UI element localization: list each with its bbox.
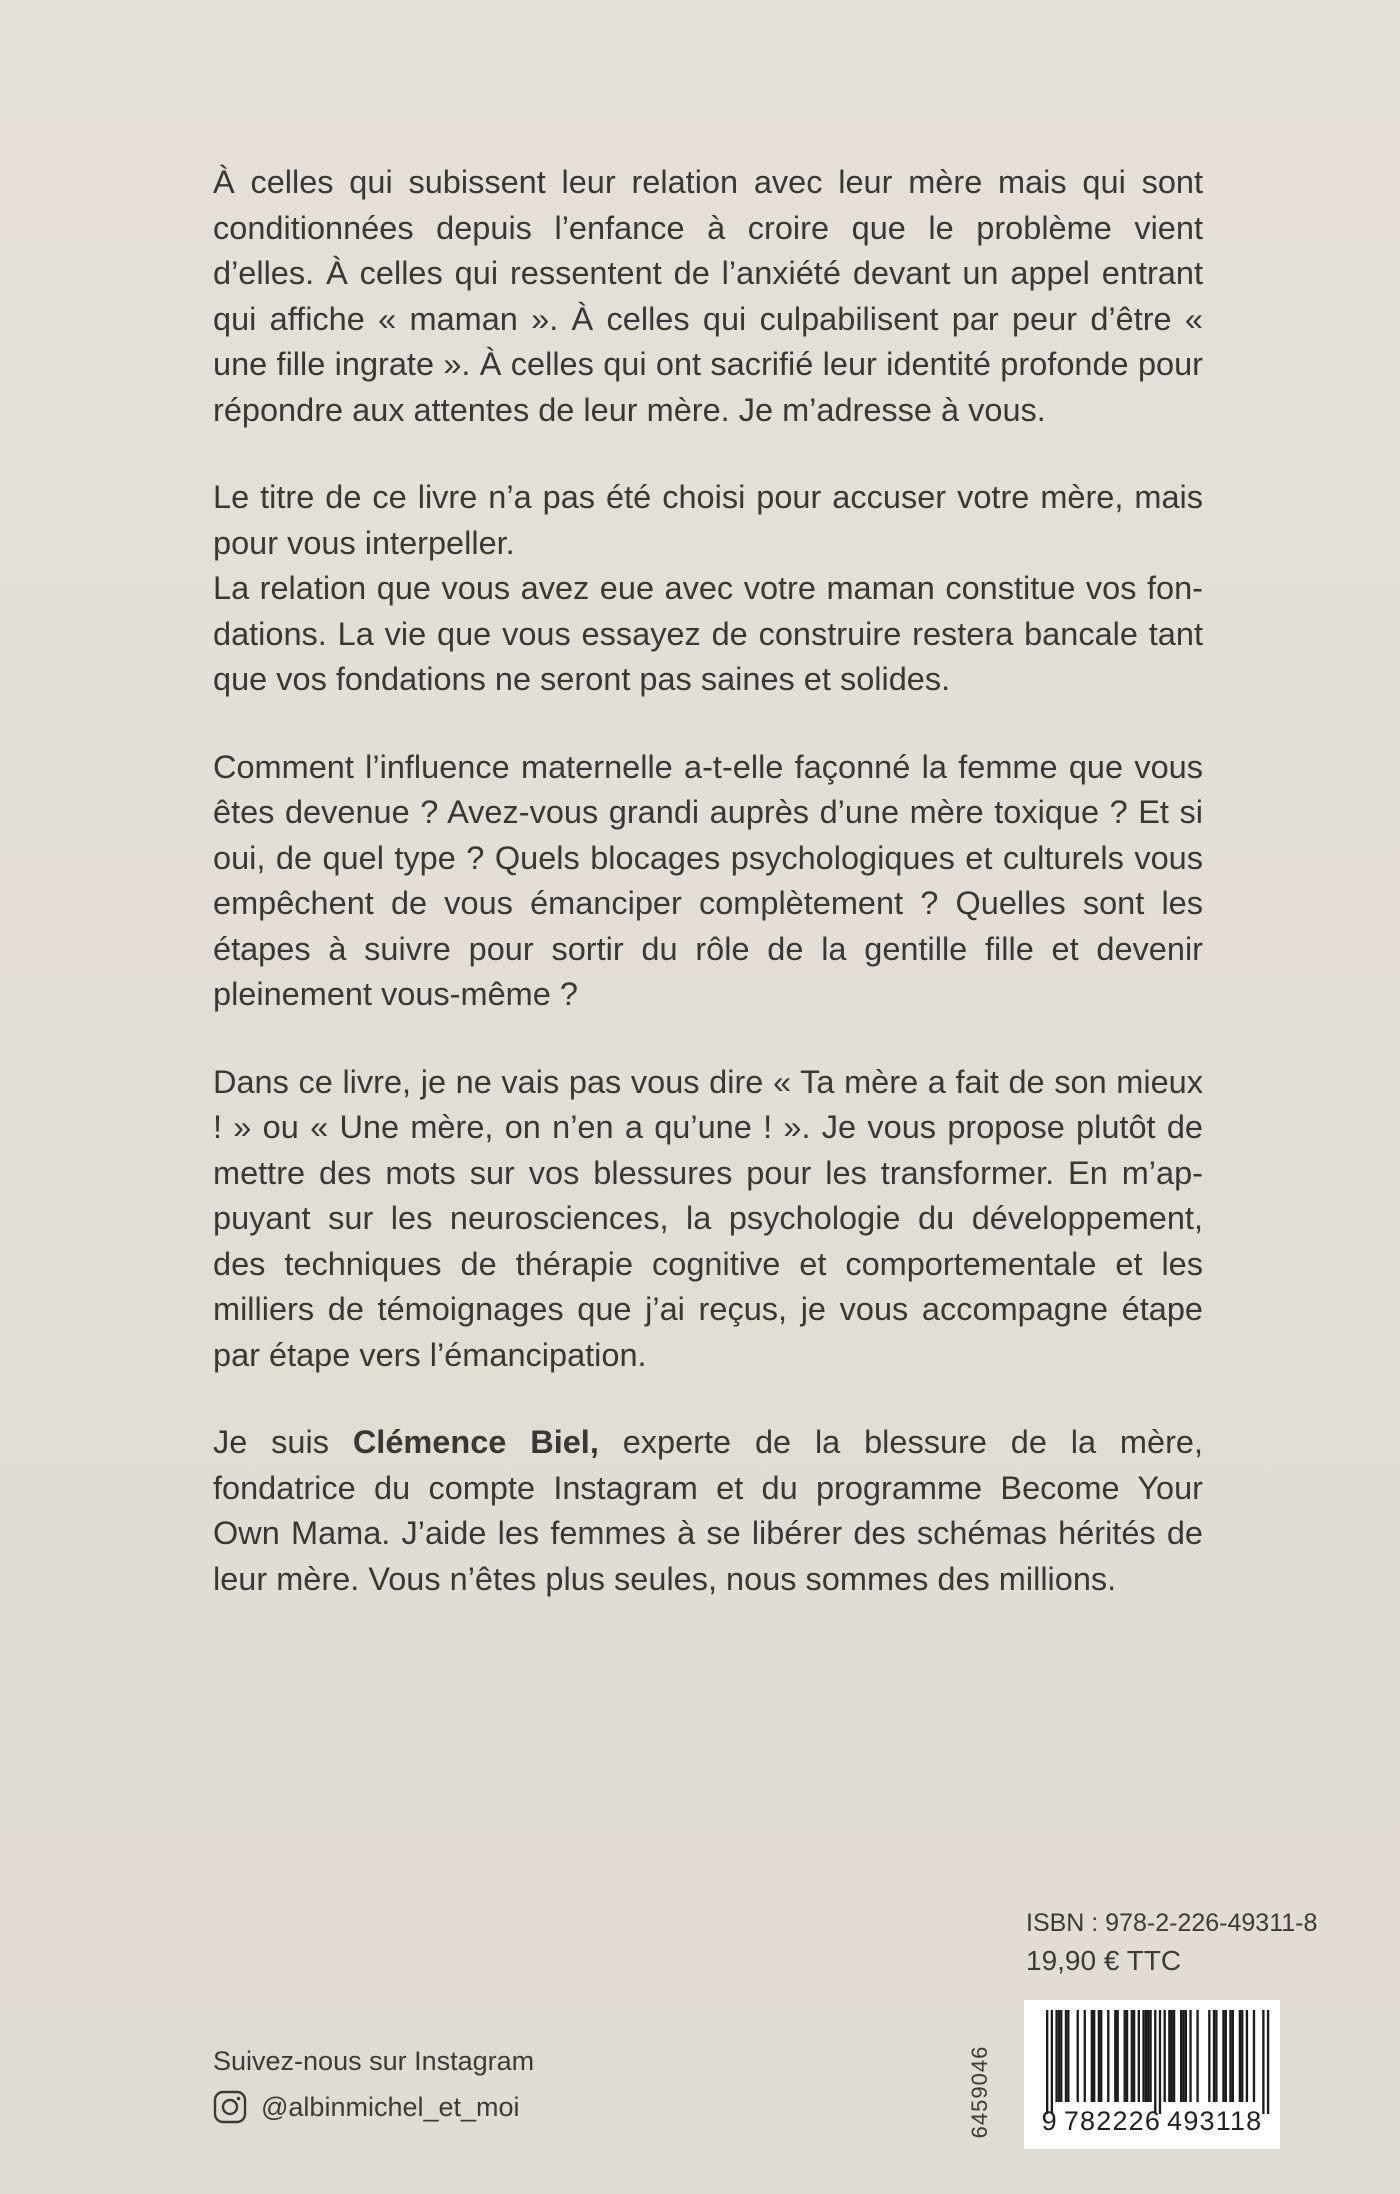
barcode-bar xyxy=(1131,2010,1133,2102)
barcode-bar xyxy=(1147,2010,1149,2102)
barcode-bar xyxy=(1213,2010,1215,2102)
barcode-bar xyxy=(1182,2010,1184,2102)
barcode-bar xyxy=(1173,2010,1175,2102)
barcode-bar xyxy=(1126,2010,1128,2102)
barcode-bar xyxy=(1091,2010,1093,2102)
isbn-price-block xyxy=(1026,1904,1317,1980)
barcode-first-digit: 9 xyxy=(1041,2106,1058,2136)
blurb-paragraph-2: Le titre de ce livre n’a pas été choisi pour accuser votre mère, mais pour vous interpeller. xyxy=(213,479,1203,561)
barcode-bar xyxy=(1171,2010,1173,2102)
barcode-right-group: 493118 xyxy=(1167,2106,1263,2136)
isbn-text: ISBN : 978-2-226-49311-8 xyxy=(1026,1909,1318,1937)
internal-code xyxy=(960,2042,1000,2142)
barcode-bar xyxy=(1133,2010,1135,2102)
barcode-bar xyxy=(1100,2010,1102,2102)
barcode-bar xyxy=(1138,2010,1140,2102)
barcode-bar xyxy=(1189,2010,1191,2102)
barcode-bar xyxy=(1077,2010,1079,2102)
barcode-bar xyxy=(1246,2010,1248,2102)
barcode-bar xyxy=(1124,2010,1126,2102)
author-description: experte de la blessure de la mère, fondatrice du compte Instagram et du programme Become Your Own Mama. J’aide les femmes à se libérer des schémas hérités de leur mère. Vous n’êtes plus seules, nous sommes des millions. xyxy=(213,1424,1203,1597)
barcode-bar xyxy=(1222,2010,1224,2102)
barcode-bar xyxy=(1168,2010,1170,2102)
barcode-bar xyxy=(1142,2010,1144,2102)
blurb-paragraph-1: À celles qui subissent leur relation avec leur mère mais qui sont conditionnées depuis l’enfance à croire que le problème vient d’elles. À celles qui ressentent de l’anxiété devant un appel entrant qui affiche « maman ». À celles qui culpabilisent par peur d’être « une fille ingrate ». À celles qui ont sacrifié leur identité profonde pour répondre aux attentes de leur mère. Je m’adresse à vous. xyxy=(213,164,1203,428)
barcode-bar xyxy=(1159,2010,1161,2114)
barcode-bar xyxy=(1196,2010,1198,2102)
blurb-text xyxy=(213,160,1203,1644)
barcode-bar xyxy=(1051,2010,1053,2114)
barcode-bar xyxy=(1107,2010,1109,2102)
barcode-bar xyxy=(1058,2010,1060,2102)
barcode-bar xyxy=(1267,2010,1269,2114)
barcode-bar xyxy=(1093,2010,1095,2102)
barcode-bar xyxy=(1229,2010,1231,2102)
barcode-bar xyxy=(1084,2010,1086,2102)
author-prefix: Je suis xyxy=(213,1424,353,1460)
barcode-bar xyxy=(1065,2010,1067,2102)
price-text: 19,90 € TTC xyxy=(1026,1945,1182,1976)
instagram-row xyxy=(213,2089,534,2125)
barcode-bar xyxy=(1154,2010,1156,2114)
barcode-bar xyxy=(1262,2010,1264,2114)
barcode-bar xyxy=(1060,2010,1062,2102)
blurb-paragraph-5: Dans ce livre, je ne vais pas vous dire « Ta mère a fait de son mieux ! » ou « Une mère, on n’en a qu’une ! ». Je vous propose plutôt de mettre des mots sur vos blessures pour les transformer. En m’ap-puyant sur les neurosciences, la psychologie du développement, des techniques de thérapie cognitive et comportementale et les milliers de témoignages que j’ai reçus, je vous accompagne étape par étape vers l’émancipation. xyxy=(213,1063,1203,1373)
barcode-bar xyxy=(1180,2010,1182,2102)
barcode-bar xyxy=(1241,2010,1243,2102)
barcode-bar xyxy=(1215,2010,1217,2102)
barcode-bar xyxy=(1164,2010,1166,2102)
instagram-handle: @albinmichel_et_moi xyxy=(261,2092,520,2122)
barcode-bar xyxy=(1225,2010,1227,2102)
barcode-bar xyxy=(1117,2010,1119,2102)
blurb-paragraph-3: La relation que vous avez eue avec votre maman constitue vos fon-dations. La vie que vous essayez de construire restera bancale tant que vos fondations ne seront pas saines et solides. xyxy=(213,570,1203,697)
barcode-bar xyxy=(1149,2010,1151,2102)
publisher-social xyxy=(213,2043,534,2125)
barcode-bar xyxy=(1098,2010,1100,2102)
follow-text: Suivez-nous sur Instagram xyxy=(213,2046,535,2076)
barcode-bar xyxy=(1185,2010,1187,2102)
barcode-digits xyxy=(1032,2106,1272,2137)
instagram-icon xyxy=(213,2090,247,2124)
barcode-bar xyxy=(1114,2010,1116,2102)
blurb-paragraph-4: Comment l’influence maternelle a-t-elle façonné la femme que vous êtes devenue ? Avez-vous grandi auprès d’une mère toxique ? Et si oui, de quel type ? Quels blocages psychologiques et culturels vous empêchent de vous émanciper complètement ? Quelles sont les étapes à suivre pour sortir du rôle de la gentille fille et devenir pleinement vous-même ? xyxy=(213,748,1203,1012)
barcode-bar xyxy=(1232,2010,1234,2102)
barcode-left-group: 782226 xyxy=(1063,2106,1162,2136)
barcode-bar xyxy=(1208,2010,1210,2102)
barcode-bar xyxy=(1145,2010,1147,2102)
author-name: Clémence Biel, xyxy=(352,1424,599,1460)
author-paragraph xyxy=(213,1420,1203,1602)
barcode-bar xyxy=(1055,2010,1057,2102)
barcode xyxy=(1024,2000,1280,2149)
barcode-bar xyxy=(1239,2010,1241,2102)
barcode-bar xyxy=(1253,2010,1255,2102)
barcode-bar xyxy=(1067,2010,1069,2102)
barcode-bar xyxy=(1046,2010,1048,2114)
internal-code-text: 6459046 xyxy=(967,2045,992,2139)
